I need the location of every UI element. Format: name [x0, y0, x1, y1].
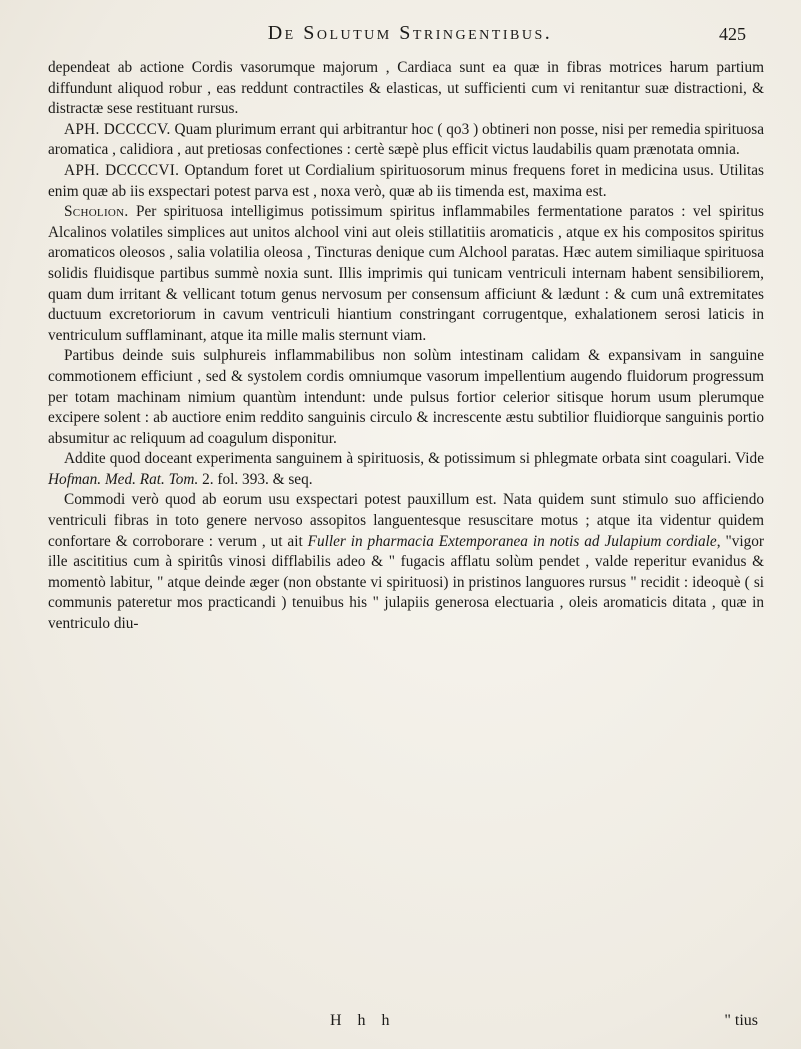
paragraph-intro — [48, 58, 764, 120]
paragraph-text: Commodi verò quod ab eorum usu exspectari potest pauxillum est. Nata quidem sunt stimulo suo afficiendo ventriculi fibras in toto genere nervoso assopitos languentesque resuscitare motus ; atque ita videntur quidem confortare & corroborare : verum , ut ait — [48, 491, 764, 550]
paragraph-text-after: , — [716, 532, 721, 550]
aphorism-text: Optandum foret ut Cordialium spirituosorum minus frequens foret in medicina usus. Utilitas enim quæ ab iis exspectari potest parva est , noxa verò, quæ ab iis timenda est, maxima est. — [48, 161, 764, 200]
reference-hofman: Hofman. Med. Rat. Tom. — [48, 470, 199, 488]
quote-line: " julapiis generosa electuaria , oleis aromaticis ditata , quæ in ventriculo diu- — [48, 594, 765, 633]
aphorism-dccccvi — [48, 161, 764, 202]
text-body — [48, 58, 764, 635]
page-number: 425 — [719, 24, 746, 44]
aphorism-dcccv — [48, 120, 764, 161]
paragraph-addite — [48, 449, 764, 490]
paragraph-text: dependeat ab actione Cordis vasorumque majorum , Cardiaca sunt ea quæ in fibras motrices harum partium diffundunt aliquod robur , eas reddunt contractiles & elasticas, ut sufficienti cum vi renitantur suæ distractioni, & distractæ sese restituant rursus. — [48, 59, 764, 118]
aphorism-label: APH. DCCCCVI. — [64, 161, 180, 179]
reference-fuller: Fuller in pharmacia Extemporanea in notis ad Julapium cordiale — [307, 532, 717, 550]
quote-line: "vigor ille ascititius cum à spiritûs vinosi difflabilis adeo & — [48, 532, 764, 571]
scholion — [48, 202, 764, 346]
aphorism-label: APH. DCCCCV. — [64, 120, 171, 138]
paragraph-commodi — [48, 490, 764, 634]
quote-line: " atque deinde æger (non obstante vi spirituosi) in pristinos languores rursus — [157, 573, 627, 591]
paragraph-text: Partibus deinde suis sulphureis inflammabilibus non solùm intestinam calidam & expansivam in sanguine commotionem efficiunt , sed & systolem cordis omniumque vasorum impellentium augendo fluidorum progressum per totam machinam nimium quantùm intendunt: unde pulsus fortior celerior sitisque horum usum plerumque excipere solent : ab auctiore enim reddito sanguinis circulo & increscente æstu subtilior fluidiorque sanguinis portio absumitur ac reliquum ad coagulum disponitur. — [48, 347, 764, 447]
running-head: De Solutum Stringentibus. — [267, 22, 553, 44]
quote-line: " fugacis afflatu solùm pendet , valde reperitur evanidus & momentò labitur, — [48, 553, 765, 591]
page-footer — [48, 1012, 764, 1036]
catchword: " tius — [724, 1012, 758, 1029]
quote-line: " recidit : ideoquè ( si communis pateretur mos practicandi ) tenuibus his — [48, 573, 765, 612]
signature-mark: H h h — [330, 1012, 396, 1029]
paragraph-text: Addite quod doceant experimenta sanguinem à spirituosis, & potissimum si phlegmate orbata sint coagulari. Vide — [64, 450, 764, 468]
paragraph-text-after: 2. fol. 393. & seq. — [198, 470, 313, 488]
scholion-label: Scholion. — [64, 203, 129, 221]
aphorism-text: Quam plurimum errant qui arbitrantur hoc ( qo3 ) obtineri non posse, nisi per remedia spirituosa aromatica , calidiora , aut pretiosas confectiones : certè sæpè plus efficit victus laudabilis quam prænotata omnia. — [48, 120, 764, 159]
paragraph-partibus — [48, 346, 764, 449]
scholion-text: Per spirituosa intelligimus potissimum spiritus inflammabiles fermentatione paratos : vel spiritus Alcalinos volatiles simplices aut unitos alchool vini aut oleis stillatitiis aromaticis , atque ex his compositos spiritus aromaticos oleosos , salia volatilia oleosa , Tincturas denique cum Alchool paratas. Hæc autem similiaque spirituosa solidis fluidisque partibus summè noxia sunt. Illis imprimis qui tunicam ventriculi internam habent sensibiliorem, quam dum irritant & vellicant totum genus nervosum per consensum afficiunt & lædunt : & cum unâ extremitates ductuum excretoriorum in cavum ventriculi hiantium constringant corrugentque, exhalationem serosi laticis in ventriculum sufflaminant, atque ita mille malis sternunt viam. — [48, 203, 764, 344]
page-header — [60, 16, 760, 52]
